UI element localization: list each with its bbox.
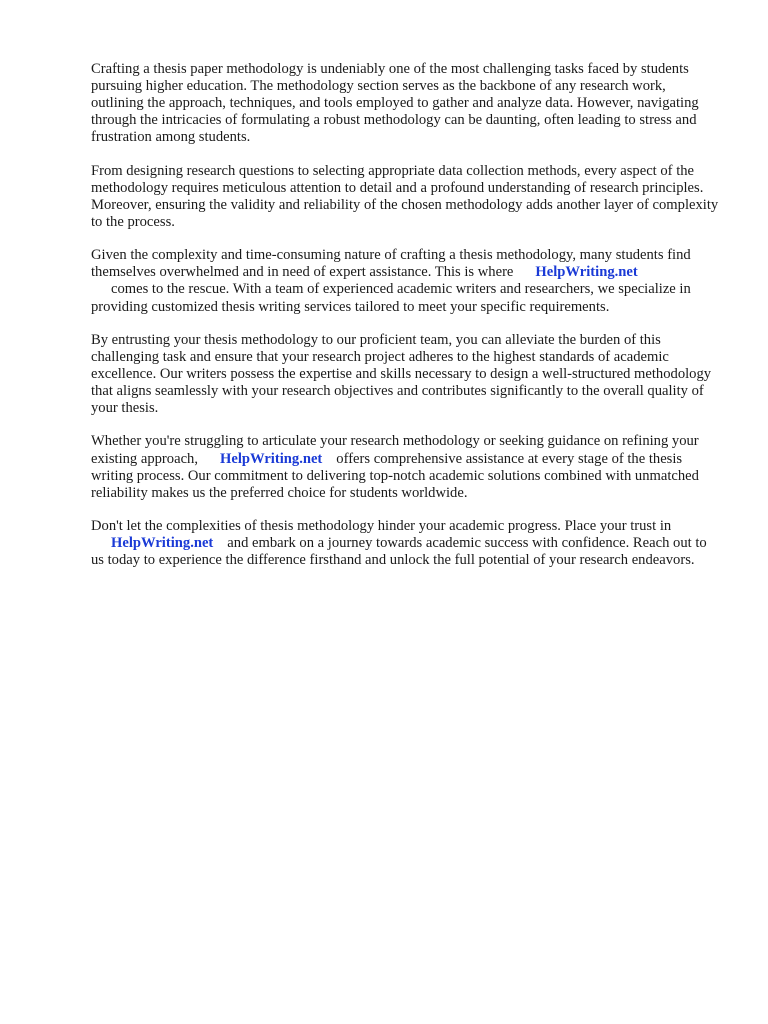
- paragraph-text-after-link: comes to the rescue. With a team of experienced academic writers and researchers, we specialize in providing customized thesis writing services tailored to meet your specific requirements.: [91, 281, 691, 315]
- paragraph-text-before-link: Don't let the complexities of thesis methodology hinder your academic progress. Place your trust in: [91, 518, 672, 534]
- paragraph-text-before-link: Whether you're struggling to articulate your research methodology or seeking guidance on refining your existing approach,: [91, 433, 699, 467]
- paragraph-text-before-link: Given the complexity and time-consuming nature of crafting a thesis methodology, many students find themselves overwhelmed and in need of expert assistance. This is where: [91, 247, 691, 281]
- helpwriting-link[interactable]: HelpWriting.net: [220, 450, 323, 467]
- document-body: [91, 61, 721, 585]
- paragraph-research-design: From designing research questions to selecting appropriate data collection methods, every aspect of the methodology requires meticulous attention to detail and a profound understanding of research principles. Moreover, ensuring the validity and reliability of the chosen methodology adds another layer of complexity to the process.: [91, 162, 719, 230]
- paragraph-text-after-link: and embark on a journey towards academic success with confidence. Reach out to us today to experience the difference firsthand and unlock the full potential of your research endeavors.: [91, 535, 707, 569]
- helpwriting-link[interactable]: HelpWriting.net: [535, 264, 638, 281]
- paragraph-call-to-action: [91, 518, 721, 569]
- paragraph-entrusting: By entrusting your thesis methodology to our proficient team, you can alleviate the burden of this challenging task and ensure that your research project adheres to the highest standards of academic excellence. Our writers possess the expertise and skills necessary to design a well-structured methodology that aligns seamlessly with your research objectives and contributes significantly to the overall quality of your thesis.: [91, 331, 712, 417]
- helpwriting-link[interactable]: HelpWriting.net: [111, 535, 214, 552]
- paragraph-expert-assistance: [91, 247, 721, 315]
- paragraph-text-after-link: offers comprehensive assistance at every stage of the thesis writing process. Our commitment to delivering top-notch academic solutions combined with unmatched reliability makes us the preferred choice for students worldwide.: [91, 450, 699, 501]
- paragraph-guidance: [91, 433, 721, 501]
- paragraph-intro: Crafting a thesis paper methodology is undeniably one of the most challenging tasks faced by students pursuing higher education. The methodology section serves as the backbone of any research work, outlining the approach, techniques, and tools employed to gather and analyze data. However, navigating through the intricacies of formulating a robust methodology can be daunting, often leading to stress and frustration among students.: [91, 61, 699, 146]
